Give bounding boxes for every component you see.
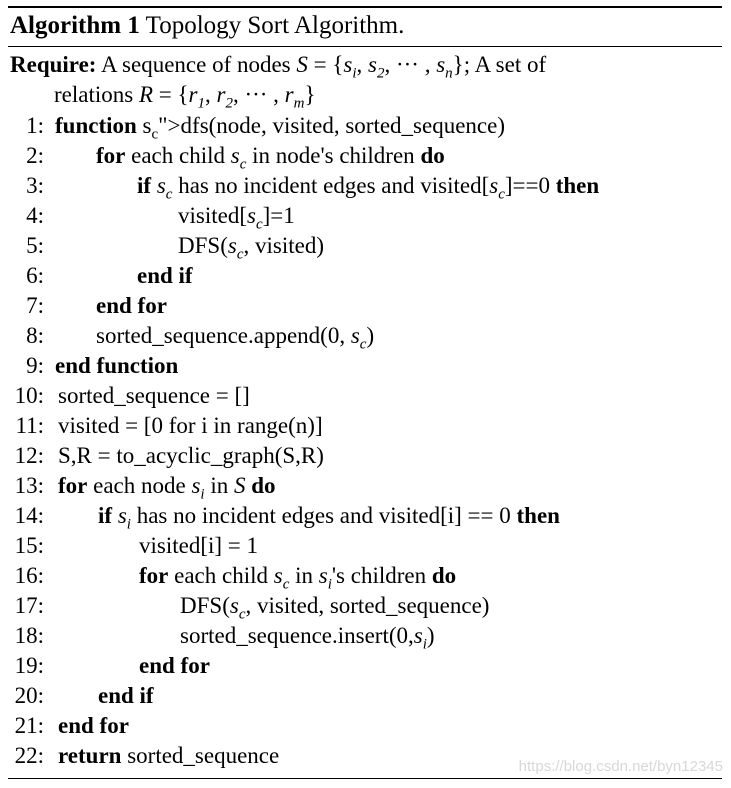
algo-line-8 — [0, 321, 731, 351]
require-text-1: A sequence of nodes $S = \{s_i$, $s_2$, ··· , $s_n$}; A set of — [100, 52, 547, 82]
line-code: $sorted\_sequence.insert(0,s_i)$ — [180, 623, 435, 653]
algo-line-12 — [0, 441, 731, 471]
line-number: 18: — [14, 623, 44, 648]
algorithm-body — [0, 111, 731, 771]
algo-line-19 — [0, 651, 731, 681]
require-block — [10, 50, 722, 110]
algo-line-7 — [0, 291, 731, 321]
line-code: end for — [139, 653, 210, 678]
line-code: S,R = to_acyclic_graph(S,R) — [58, 443, 324, 468]
line-number: 5: — [26, 233, 44, 258]
line-code: visited[i] = 1 — [139, 533, 259, 558]
algo-line-15 — [0, 531, 731, 561]
line-code: for each child $s_c$ in node's children do — [96, 143, 445, 173]
require-text-2: relations $R = \{r_1$, $r_2$, ··· , $r_m$} — [54, 82, 316, 112]
algo-line-13 — [0, 471, 731, 501]
line-number: 11: — [15, 413, 44, 438]
line-code: sorted_sequence = [] — [58, 383, 250, 408]
line-number: 13: — [14, 473, 44, 498]
line-number: 6: — [26, 263, 44, 288]
algo-line-17 — [0, 591, 731, 621]
line-number: 19: — [14, 653, 44, 678]
line-code: end for — [96, 293, 167, 318]
line-code: $visited[s_c]=1$ — [178, 203, 295, 233]
algo-line-5 — [0, 231, 731, 261]
line-code: for each node $s_i$ in S do — [58, 473, 276, 503]
line-number: 16: — [14, 563, 44, 588]
line-code: end if — [98, 683, 154, 708]
algo-line-6 — [0, 261, 731, 291]
algorithm-title: Topology Sort Algorithm. — [145, 12, 405, 39]
algo-line-9 — [0, 351, 731, 381]
line-code: sorted_sequence.append(0, $s_c$) — [96, 323, 375, 353]
line-number: 7: — [26, 293, 44, 318]
line-number: 10: — [14, 383, 44, 408]
line-number: 15: — [14, 533, 44, 558]
line-code: $DFS(s_c$, visited, sorted_sequence) — [180, 593, 490, 623]
line-code: return sorted_sequence — [58, 743, 280, 768]
line-number: 21: — [14, 713, 44, 738]
require-line-2 — [10, 80, 722, 110]
bottom-rule — [8, 778, 722, 779]
line-code: $DFS(s_c$, visited) — [178, 233, 324, 263]
algo-line-11 — [0, 411, 731, 441]
algo-line-16 — [0, 561, 731, 591]
require-line-1 — [10, 50, 722, 80]
line-number: 22: — [14, 743, 44, 768]
line-number: 17: — [14, 593, 44, 618]
require-label: Require: — [10, 52, 97, 77]
algo-line-3 — [0, 171, 731, 201]
algo-line-10 — [0, 381, 731, 411]
algo-line-4 — [0, 201, 731, 231]
line-number: 14: — [14, 503, 44, 528]
line-number: 12: — [14, 443, 44, 468]
line-code: visited = [0 for i in range(n)] — [58, 413, 323, 438]
line-code: if $s_c$ has no incident edges and $visited[s_c]==0$ then — [137, 173, 600, 203]
line-number: 8: — [26, 323, 44, 348]
line-number: 20: — [14, 683, 44, 708]
algo-line-14 — [0, 501, 731, 531]
line-number: 4: — [26, 203, 44, 228]
algo-line-20 — [0, 681, 731, 711]
algo-line-1 — [0, 111, 731, 141]
line-number: 9: — [26, 353, 44, 378]
line-code: function $s_c">dfs(node$, visited, sorted_sequence) — [55, 113, 505, 143]
algorithm-caption — [10, 8, 404, 44]
algo-line-21 — [0, 711, 731, 741]
line-code: if $s_i$ has no incident edges and visited[i] == 0 then — [98, 503, 560, 533]
caption-rule — [8, 46, 722, 47]
line-number: 1: — [26, 113, 44, 138]
line-code: end function — [55, 353, 179, 378]
algorithm-label: Algorithm 1 — [10, 12, 140, 39]
watermark: https://blog.csdn.net/byn12345 — [518, 758, 723, 775]
line-code: end for — [58, 713, 129, 738]
line-code: end if — [137, 263, 193, 288]
line-number: 3: — [26, 173, 44, 198]
algo-line-2 — [0, 141, 731, 171]
algo-line-18 — [0, 621, 731, 651]
line-code: for each child $s_c$ in $s_i's$ children do — [139, 563, 457, 593]
line-number: 2: — [26, 143, 44, 168]
